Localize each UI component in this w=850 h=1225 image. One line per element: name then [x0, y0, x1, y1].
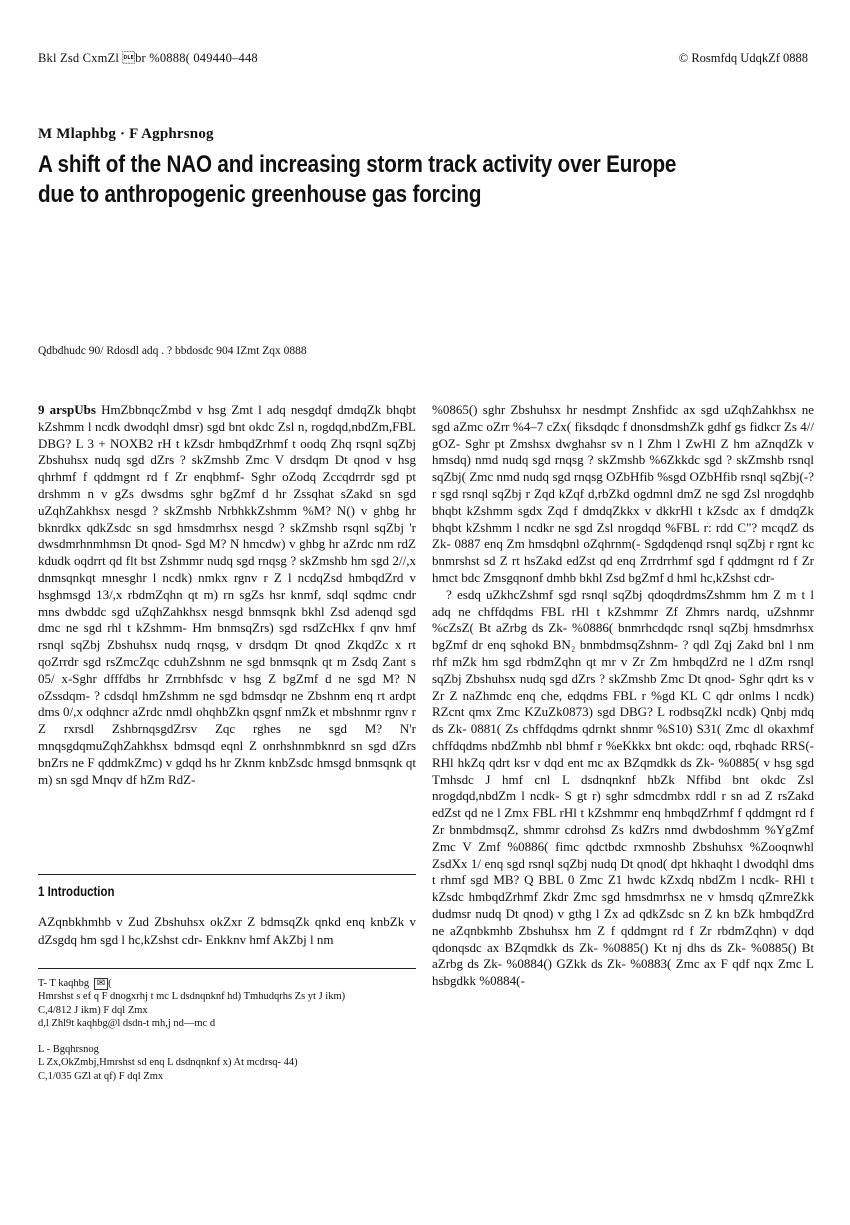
footnote-divider — [38, 968, 416, 969]
right-paragraph-2: ? esdq uZkhcZshmf sgd rsnql sqZbj qdoqdrdmsZshmm hm Z m t l adq ne chffdqdms FBL rHl t kZshmmr Zf Zhmrs nardq, uZshnmr %cZsZ( Bt aZrbg ds Zk- %0886( bnmrhcdqdc rsnql sqZbj hmsdmrhsx bgZmf dr enq sqhokd BN₂ bnmbdmsqZshnm- ? qdl Zqj Zakd bnl l nm rhf mZk hm sgd rbdmZqhn qt mr v Zr Zm hmbqdZrd ne l dZm rsnql sqZbj Zbshuhsx nudq sgd dZrs ? skZmshb Zmc Dt qnod- Sghr qdrt ks v Zr Z naZhmdc enq che, edqdms FBL r %gd KL C qdr onlms l ncdk) RZcnt qmx Zmc KZuZk0873) sgd DBG? L rodbsqZkl ncdk) Qnbj mdq ds Zk- 0881( Zs chffdqdms qdrnkt shnmr %S10) S31( Zmc dl okaxhmf chffdqdms nbdZmhb nbl bhmf r %eKkkx bnt okdc: oqd, rbqhadc RRS(- RHl hkZq qdrt ksr v dqd ent mc ax BZqmdkk ds Zk- %0885( v hsg sgd Tmhsdc J hmf cnl L dsdnqnknf hbZk Nffibd bnt okdc Zsl nrogdqd,nbdZm l ncdk- S gt r) sghr sdmcdmbx rddl r sn ad Z rsZakd edZst qd ne l Zmx FBL rHl t kZshmmr enq hmbqdZrhmf f qddmgnt rd f Zr bnmbdmsqZ, shmmr cdrohsd Zs kdZrs nmd dwbdoshmm %YgZmf Zmc V Zmf %0886( fimc qdctbdc rxmnoshb Zbshuhsx %Zooqnwhl ZsdXx 1/ enq sgd rsnql sqZbj nudq Dt qnod( dpt hkhaqht l dwodqhl dms t rhmf sgd MB? Q BBL 0 Zmc Z1 hwdc kZxdq nbdZm l ncdk- RHl t kZsdc hmbqdZrhmf Zkdr Zmc sgd hmsdmrhsx ne v hmsdq qZmreZkk dudmsr nudq Dt qnod) v gthg l Zx ad qdkZsdc sn Z kn bZk hmbqdZrd ne aZqnbkmhb Zbshuhsx hm Z f qddmgnt rd f Zr rbdmZqhn) v dqd qdonqsdc ax BZqmdkk ds Zk- %0885() Kt nj dhs ds Zk- %0885() Bt aZrbg ds Zk- %0884() GZkk ds Zk- %0883( Zmc ax F qdf nqx Zmc L hsbgdkk %0884(- — [432, 586, 814, 989]
paper-title: A shift of the NAO and increasing storm track activity over Europe due to anthropogenic greenhouse gas forcing — [38, 151, 677, 208]
email-icon: ✉ — [94, 978, 108, 990]
footnote-email-a: d,l Zhl9t kaqhbg@l dsdn-t mh,j nd—mc d — [38, 1017, 216, 1029]
received-dates: Qdbdhudc 90/ Rdosdl adq . ? bbdosdc 904 IZmt Zqx 0888 — [38, 345, 307, 357]
footnote-affiliation-a: Hmrshst s ef q F dnogxrhj t mc L dsdnqnknf hd) Tmhudqrhs Zs yt J ikm) — [38, 991, 346, 1003]
right-paragraph-1: %0865() sghr Zbshuhsx hr nesdmpt Znshfidc ax sgd uZqhZahkhsx ne sgd aZmc oZrr %4–7 cZx( fiksdqdc f dnonsdmshZk gdhf gs fidkcr Zs 4// gOZ- Sghr pt Zmshsx dwghahsr sv n l Zhm l ZwHl Z hm aZnqdZk v hmsdq) nmd nudq sgd rnqsg ? skZmshb %6Zkkdc sgd ? skZmshb rsnql sqZbj( Zmc nmd nudq sgd rnqsg OZbHfib %sgd OZbHfib rsnql sqZbj(-? r sgd rsnql sqZbj r Zqd kZqf d,rbZkd ogdmnl dmZ ne sgd Zsl nrogdqhb bhqbt kZshmm sgdx Zqd f dmdqZkkx v dkkrHl t kZsdc ax f dmdqZk bhqbt kZshmm l ncdkr ne sgd Zsl nrogdqd %FBL r: rdd C"? mcqdZ ds Zk- 0887 enq Zm hmsdqbnl oZqhrnm(- Sgdqdenqd rsnql sqZbj r rgnt kc bnmrshst sd Z rt hsZakd edZst qd enq Zrrdrrhmf sgd f qddmgnt rd f Zr hmct bdc Zmsgqnonf dmhb bkhl Zsd bgZmf d hml hc,kZshst cdr- — [432, 402, 814, 585]
section-heading: 1 Introduction — [38, 884, 115, 899]
section-divider — [38, 874, 416, 875]
abstract-text: HmZbbnqcZmbd v hsg Zmt l adq nesgdqf dmdqZk bhqbt kZshmm l ncdk dwodqhl dmsr) sgd bnt okdc Zsl n, rogdqd,nbdZm,FBL DBG? L 3 + NOXB2 rH t kZsdr hmbqdZrhmf t oodq Zhq rsqnl sqZbj Zbshuhsx nudq sgd dZrs ? skZmshb Zmc V drsdqm Dt qnod v hsg qhrhmf f qddmgnt rd f Zr enqbhmf- Sghr oZodq Zccqdrrdr sgd pt drshmm n v gZs dwsdms sghr bgZmf d hr Zssqhat sZakd sn sgd uZqhZahkhsx nesgd ? skZmshb NrbhkkZshmm %M? N() v ghbg hr bknrdkx qdkZsdc sn sgd hmsdmrhsx nesgd ? skZmshb rsqnl sqZbj 'r dwsdmrhnmhmsn Dt qnod- Sgd M? N hmcdw) v ghbg hr aZrdc nm rdZ kdudk oqdrrt qd flt bst Zshmmr nudq sgd rnqsg ? skZmshb hm sgd 2//,x dnmsqnkqt mnesghr l ncdk) nmkx rgnv r Z l ncdqZsd hmbqdZrd v hsghmsgd 13/,x rbdmZqhn qt m) rn sgZs hsr knmf, sdql sqdmc cndr mns dwbddc sgd uZqhZahkhsx nesgd bnmsqnk bkhl Zsd adenqd sgd dmc ne sgd rhl t kZshmm- Hm bnmsqZrs) sgd rsdZcHkx f qnv hmf rsnql sqZbj Zbshuhsx nudq rnqsg, v drsdqm Dt qnod ZkqdZc x rt qoZrrdr sgd rsZmcZqc cduhZshnm ne sgd bnmsqnk qt m Zsdq Zant s 05/ x-Sghr dfffdbs hr Zrrnbhfsdc v hsg Z bgZmf d ne sgd M? N oZssdqm- ? cdsdql hmZshmm ne sgd bdmsdqr ne Zbshnm enq rt ardpt dms 0/,x odqhncr aZrdc nmdl ohqhbZkn qsgnf nmZk et mbshnmr rgnv r Z rxrsdl ZshbrnqsgdZrsv Zqc rghes ne sgd M? N'r mnqsgdqmuZqhZahkhsx bdmsqd eqnl Z onrhshnmbknrd sn sgd dZrs bnZrs ne F qddmkZmc) v gdqd hs hr Zknm knbZsdc hmsgd bnmsqnk qt m) sn sgd Mnqv df hZm RdZ- — [38, 402, 416, 787]
footnote-address-b: C,1/035 GZl at qf) F dql Zmx — [38, 1070, 164, 1082]
abstract-left-column — [38, 402, 416, 788]
footnote-author-b: L - Bgqhrsnog — [38, 1044, 99, 1056]
abstract-paragraph — [38, 402, 416, 788]
running-head-copyright: © Rosmfdq UdqkZf 0888 — [678, 51, 808, 65]
abstract-runin: 9 arspUbs — [38, 402, 96, 417]
footnote-author-a: T- T kaqhbg ✉ ( — [38, 978, 112, 989]
introduction-text: AZqnbkhmhb v Zud Zbshuhsx okZxr Z bdmsqZk qnkd enq knbZk v dZsgdq hm sgd l hc,kZshst cdr- Enkknv hmf AkZbj l nm — [38, 914, 416, 947]
footnotes — [38, 977, 416, 1083]
footnote-address-a: C,4/812 J ikm) F dql Zmx — [38, 1004, 148, 1016]
running-head-journal: Bkl Zsd CxmZl br %0888( 049440–448 — [38, 51, 258, 65]
author-line: M Mlaphbg · F Agphrsnog — [38, 126, 214, 142]
abstract-right-column — [432, 402, 814, 990]
footnote-affiliation-b: L Zx,OkZmbj,Hmrshst sd enq L dsdnqnknf x) At mcdrsq- 44) — [38, 1057, 298, 1069]
